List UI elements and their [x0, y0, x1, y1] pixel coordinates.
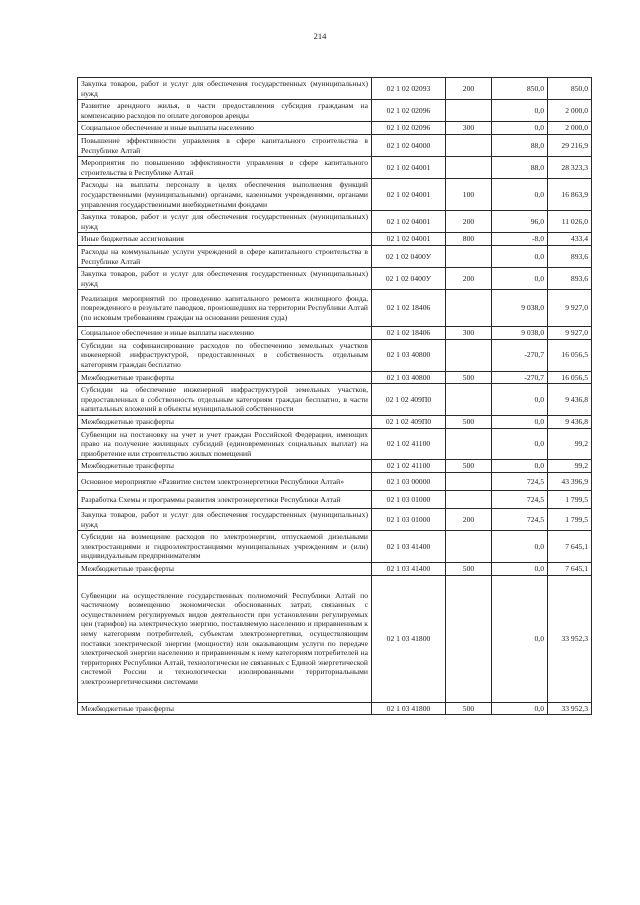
row-total-amount-cell: 33 952,3: [548, 575, 592, 702]
row-change-amount-cell: 0,0: [492, 122, 548, 135]
table-row: [78, 702, 592, 715]
row-expense-type-cell: 200: [446, 268, 492, 290]
row-change-amount-cell: 0,0: [492, 575, 548, 702]
row-code-cell: 02 1 02 409П0: [372, 384, 446, 416]
row-name-cell: Расходы на выплаты персоналу в целях обеспечения выполнения функций государственными (муниципальными) органами, казенными учреждениями, органами управления государственными внебюджетными фондами: [78, 179, 372, 211]
table-row: [78, 473, 592, 491]
row-code-cell: 02 1 02 02096: [372, 100, 446, 122]
row-total-amount-cell: 9 436,8: [548, 384, 592, 416]
row-code-cell: 02 1 02 0400У: [372, 245, 446, 267]
table-row: [78, 371, 592, 384]
row-code-cell: 02 1 03 41400: [372, 531, 446, 563]
row-change-amount-cell: 0,0: [492, 562, 548, 575]
row-total-amount-cell: 850,0: [548, 78, 592, 100]
row-name-cell: Повышение эффективности управления в сфере капитального строительства в Республике Алтай: [78, 134, 372, 156]
row-code-cell: 02 1 03 41800: [372, 702, 446, 715]
row-expense-type-cell: [446, 100, 492, 122]
row-total-amount-cell: 33 952,3: [548, 702, 592, 715]
table-row: [78, 416, 592, 429]
row-code-cell: 02 1 02 04000: [372, 134, 446, 156]
table-row: [78, 460, 592, 473]
row-expense-type-cell: 200: [446, 509, 492, 531]
row-change-amount-cell: 0,0: [492, 428, 548, 460]
row-code-cell: 02 1 02 41100: [372, 460, 446, 473]
row-expense-type-cell: [446, 531, 492, 563]
row-code-cell: 02 1 02 02093: [372, 78, 446, 100]
row-total-amount-cell: 893,6: [548, 268, 592, 290]
row-code-cell: 02 1 03 01000: [372, 509, 446, 531]
row-name-cell: Субсидии на софинансирование расходов по обеспечению земельных участков инженерной инфраструктурой, предоставленных в собственность отдельным категориям граждан бесплатно: [78, 339, 372, 371]
table-row: [78, 327, 592, 340]
row-code-cell: 02 1 02 04001: [372, 157, 446, 179]
row-name-cell: Субсидии на возмещение расходов по электроэнергии, отпускаемой дизельными электростанциями и гидроэлектростанциями муниципальных учреждениям и (или) индивидуальным предпринимателям: [78, 531, 372, 563]
row-total-amount-cell: 16 056,5: [548, 371, 592, 384]
table-row: [78, 211, 592, 233]
row-change-amount-cell: 0,0: [492, 460, 548, 473]
row-code-cell: 02 1 02 0400У: [372, 268, 446, 290]
row-total-amount-cell: 43 396,9: [548, 473, 592, 491]
row-change-amount-cell: -8,0: [492, 233, 548, 246]
row-name-cell: Субвенции на постановку на учет и учет граждан Российской Федерации, имеющих право на получение жилищных субсидий (единовременных социальных выплат) на приобретение или строительство жилых помещений: [78, 428, 372, 460]
row-change-amount-cell: 0,0: [492, 384, 548, 416]
row-total-amount-cell: 9 927,0: [548, 290, 592, 327]
row-expense-type-cell: 100: [446, 179, 492, 211]
row-code-cell: 02 1 02 18406: [372, 290, 446, 327]
row-expense-type-cell: [446, 575, 492, 702]
table-row: [78, 268, 592, 290]
row-total-amount-cell: 1 799,5: [548, 509, 592, 531]
row-name-cell: Субвенции на осуществление государственных полномочий Республики Алтай по частичному возмещению экономически обоснованных затрат, связанных с осуществлением регулируемых видов деятельности при установлении регулируемых цен (тарифов) на электрическую энергию, поставляемую населению и приравненным к нему категориям потребителей, субъектам электроэнергетики, осуществляющим поставки электрической энергии (мощности) или оказывающим услуги по передаче электрической энергии населению и приравненным к нему категориям потребителей на территориях Республики Алтай, технологически не связанных с Единой энергетической системой России и технологически изолированными территориальными электроэнергетическими системами: [78, 575, 372, 702]
row-code-cell: 02 1 03 41400: [372, 562, 446, 575]
row-total-amount-cell: 28 323,3: [548, 157, 592, 179]
row-change-amount-cell: 0,0: [492, 179, 548, 211]
table-row: [78, 179, 592, 211]
row-change-amount-cell: 724,5: [492, 509, 548, 531]
row-expense-type-cell: [446, 473, 492, 491]
row-name-cell: Межбюджетные трансферты: [78, 460, 372, 473]
row-expense-type-cell: 500: [446, 702, 492, 715]
row-change-amount-cell: 0,0: [492, 702, 548, 715]
row-code-cell: 02 1 03 41800: [372, 575, 446, 702]
row-name-cell: Межбюджетные трансферты: [78, 371, 372, 384]
table-row: [78, 290, 592, 327]
row-name-cell: Разработка Схемы и программы развития электроэнергетики Республики Алтай: [78, 491, 372, 509]
row-name-cell: Мероприятия по повышению эффективности управления в сфере капитального строительства в Республике Алтай: [78, 157, 372, 179]
row-code-cell: 02 1 02 409П0: [372, 416, 446, 429]
row-code-cell: 02 1 03 40800: [372, 371, 446, 384]
row-change-amount-cell: 9 038,0: [492, 327, 548, 340]
row-name-cell: Субсидии на обеспечение инженерной инфраструктурой земельных участков, предоставленных в собственность отдельным категориям граждан бесплатно, в части капитальных вложений в объекты муниципальной собственности: [78, 384, 372, 416]
table-row: [78, 491, 592, 509]
table-row: [78, 562, 592, 575]
row-change-amount-cell: 88,0: [492, 157, 548, 179]
row-name-cell: Межбюджетные трансферты: [78, 562, 372, 575]
row-name-cell: Закупка товаров, работ и услуг для обеспечения государственных (муниципальных) нужд: [78, 211, 372, 233]
budget-table: [77, 77, 592, 715]
row-change-amount-cell: 0,0: [492, 531, 548, 563]
row-total-amount-cell: 9 436,8: [548, 416, 592, 429]
row-expense-type-cell: 300: [446, 327, 492, 340]
table-row: [78, 78, 592, 100]
table-row: [78, 157, 592, 179]
budget-table-body: [78, 78, 592, 715]
row-code-cell: 02 1 02 04001: [372, 233, 446, 246]
table-row: [78, 122, 592, 135]
row-name-cell: Межбюджетные трансферты: [78, 416, 372, 429]
row-total-amount-cell: 2 000,0: [548, 122, 592, 135]
row-name-cell: Межбюджетные трансферты: [78, 702, 372, 715]
row-total-amount-cell: 11 026,0: [548, 211, 592, 233]
row-change-amount-cell: 0,0: [492, 245, 548, 267]
row-total-amount-cell: 433,4: [548, 233, 592, 246]
row-change-amount-cell: 850,0: [492, 78, 548, 100]
row-total-amount-cell: 16 056,5: [548, 339, 592, 371]
table-row: [78, 245, 592, 267]
row-change-amount-cell: 88,0: [492, 134, 548, 156]
row-expense-type-cell: [446, 428, 492, 460]
row-expense-type-cell: 500: [446, 562, 492, 575]
row-total-amount-cell: 893,6: [548, 245, 592, 267]
table-row: [78, 509, 592, 531]
row-total-amount-cell: 16 863,9: [548, 179, 592, 211]
row-total-amount-cell: 1 799,5: [548, 491, 592, 509]
row-code-cell: 02 1 02 18406: [372, 327, 446, 340]
row-code-cell: 02 1 03 01000: [372, 491, 446, 509]
table-row: [78, 100, 592, 122]
row-change-amount-cell: 724,5: [492, 473, 548, 491]
row-change-amount-cell: 0,0: [492, 268, 548, 290]
row-expense-type-cell: 500: [446, 460, 492, 473]
row-name-cell: Закупка товаров, работ и услуг для обеспечения государственных (муниципальных) нужд: [78, 509, 372, 531]
table-row: [78, 531, 592, 563]
page-number: 214: [313, 31, 327, 41]
row-expense-type-cell: 200: [446, 211, 492, 233]
table-row: [78, 384, 592, 416]
table-row: [78, 339, 592, 371]
row-expense-type-cell: [446, 245, 492, 267]
row-total-amount-cell: 29 216,9: [548, 134, 592, 156]
table-row: [78, 428, 592, 460]
table-row: [78, 233, 592, 246]
table-row: [78, 134, 592, 156]
row-expense-type-cell: [446, 384, 492, 416]
row-expense-type-cell: 800: [446, 233, 492, 246]
row-code-cell: 02 1 02 02096: [372, 122, 446, 135]
row-change-amount-cell: -270,7: [492, 339, 548, 371]
row-total-amount-cell: 9 927,0: [548, 327, 592, 340]
row-code-cell: 02 1 02 04001: [372, 211, 446, 233]
row-change-amount-cell: 0,0: [492, 100, 548, 122]
row-name-cell: Закупка товаров, работ и услуг для обеспечения государственных (муниципальных) нужд: [78, 268, 372, 290]
row-code-cell: 02 1 03 00000: [372, 473, 446, 491]
row-change-amount-cell: 9 038,0: [492, 290, 548, 327]
row-expense-type-cell: 200: [446, 78, 492, 100]
row-expense-type-cell: [446, 290, 492, 327]
row-name-cell: Развитие арендного жилья, в части предоставления субсидия гражданам на компенсацию расходов по оплате договоров аренды: [78, 100, 372, 122]
row-change-amount-cell: 724,5: [492, 491, 548, 509]
row-name-cell: Иные бюджетные ассигнования: [78, 233, 372, 246]
row-change-amount-cell: -270,7: [492, 371, 548, 384]
row-expense-type-cell: 300: [446, 122, 492, 135]
row-total-amount-cell: 7 645,1: [548, 531, 592, 563]
row-name-cell: Основное мероприятие «Развитие систем электроэнергетики Республики Алтай»: [78, 473, 372, 491]
row-expense-type-cell: 500: [446, 416, 492, 429]
row-expense-type-cell: [446, 339, 492, 371]
row-name-cell: Социальное обеспечение и иные выплаты населению: [78, 327, 372, 340]
table-row: [78, 575, 592, 702]
row-total-amount-cell: 99,2: [548, 428, 592, 460]
row-code-cell: 02 1 02 04001: [372, 179, 446, 211]
row-change-amount-cell: 96,0: [492, 211, 548, 233]
row-code-cell: 02 1 03 40800: [372, 339, 446, 371]
row-code-cell: 02 1 02 41100: [372, 428, 446, 460]
row-expense-type-cell: [446, 134, 492, 156]
row-expense-type-cell: [446, 157, 492, 179]
row-expense-type-cell: [446, 491, 492, 509]
row-name-cell: Расходы на коммунальные услуги учреждений в сфере капитального строительства в Республике Алтай: [78, 245, 372, 267]
row-name-cell: Социальное обеспечение и иные выплаты населению: [78, 122, 372, 135]
row-change-amount-cell: 0,0: [492, 416, 548, 429]
row-total-amount-cell: 7 645,1: [548, 562, 592, 575]
row-total-amount-cell: 99,2: [548, 460, 592, 473]
row-expense-type-cell: 500: [446, 371, 492, 384]
row-name-cell: Закупка товаров, работ и услуг для обеспечения государственных (муниципальных) нужд: [78, 78, 372, 100]
row-name-cell: Реализация мероприятий по проведению капитального ремонта жилищного фонда, поврежденного в результате паводков, произошедших на территории Республики Алтай (по исковым требованиям граждан на основании решения суда): [78, 290, 372, 327]
row-total-amount-cell: 2 000,0: [548, 100, 592, 122]
